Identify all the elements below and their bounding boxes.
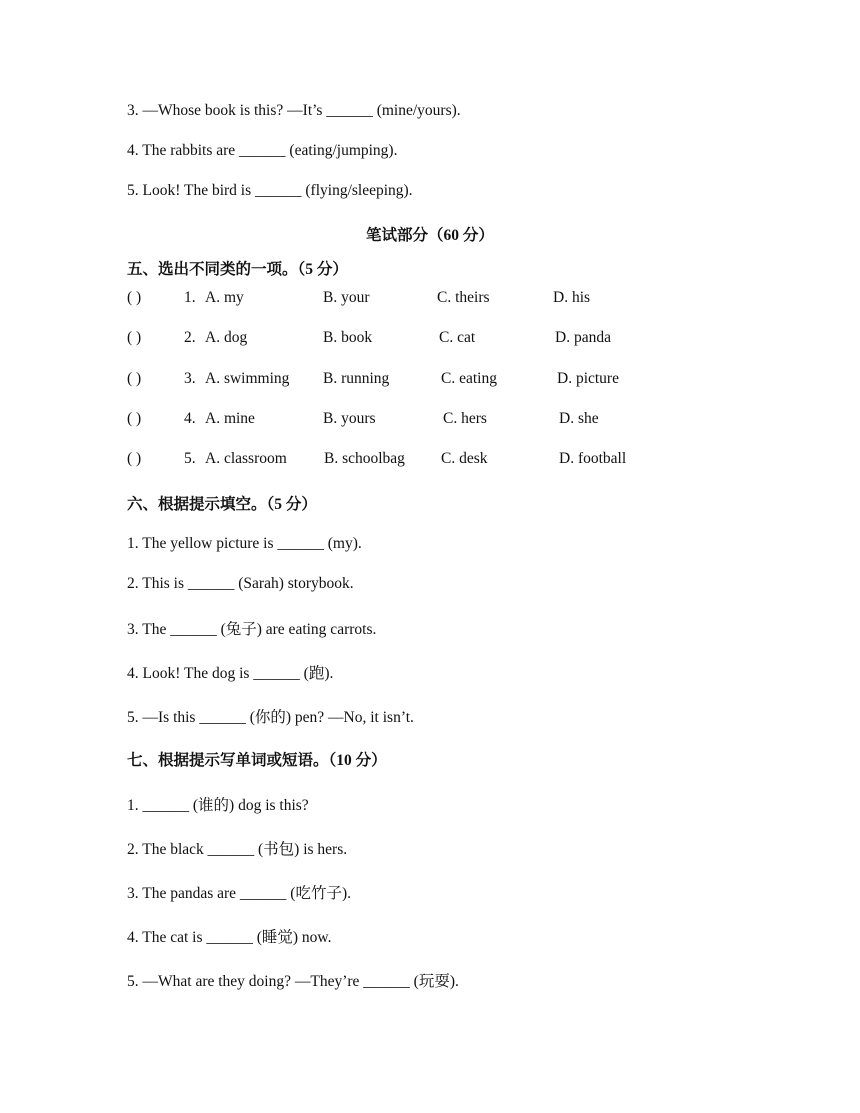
prev-question-3: 3. —Whose book is this? —It’s ______ (mine/yours). (127, 102, 461, 119)
option-d: D. football (559, 450, 627, 467)
option-c: C. cat (439, 329, 476, 346)
question-number: 3. (184, 370, 196, 387)
section-7-heading: 七、根据提示写单词或短语。（10 分） (127, 752, 387, 769)
fill-blank-5: 5. —Is this ______ (你的) pen? —No, it isn’t. (127, 709, 414, 726)
option-b: B. running (323, 370, 390, 387)
answer-bracket: ( ) (127, 329, 142, 346)
option-b: B. yours (323, 410, 376, 427)
question-number: 1. (184, 289, 196, 306)
option-a: A. dog (205, 329, 248, 346)
option-a: A. swimming (205, 370, 290, 387)
option-c: C. desk (441, 450, 488, 467)
word-prompt-1: 1. ______ (谁的) dog is this? (127, 797, 309, 814)
option-b: B. your (323, 289, 370, 306)
option-b: B. schoolbag (324, 450, 405, 467)
option-a: A. mine (205, 410, 255, 427)
section-5-heading: 五、选出不同类的一项。（5 分） (127, 261, 348, 278)
fill-blank-3: 3. The ______ (兔子) are eating carrots. (127, 621, 377, 638)
option-c: C. hers (443, 410, 487, 427)
fill-blank-4: 4. Look! The dog is ______ (跑). (127, 665, 334, 682)
prev-question-5: 5. Look! The bird is ______ (flying/sleeping). (127, 182, 413, 199)
answer-bracket: ( ) (127, 289, 142, 306)
option-c: C. theirs (437, 289, 490, 306)
word-prompt-5: 5. —What are they doing? —They’re ______ (玩耍). (127, 973, 459, 990)
question-number: 2. (184, 329, 196, 346)
option-a: A. my (205, 289, 244, 306)
question-number: 4. (184, 410, 196, 427)
written-part-title: 笔试部分（60 分） (366, 227, 494, 244)
answer-bracket: ( ) (127, 410, 142, 427)
word-prompt-4: 4. The cat is ______ (睡觉) now. (127, 929, 332, 946)
fill-blank-1: 1. The yellow picture is ______ (my). (127, 535, 362, 552)
option-d: D. his (553, 289, 591, 306)
word-prompt-3: 3. The pandas are ______ (吃竹子). (127, 885, 351, 902)
option-b: B. book (323, 329, 373, 346)
answer-bracket: ( ) (127, 370, 142, 387)
question-number: 5. (184, 450, 196, 467)
option-c: C. eating (441, 370, 497, 387)
option-a: A. classroom (205, 450, 287, 467)
option-d: D. picture (557, 370, 619, 387)
option-d: D. she (559, 410, 599, 427)
word-prompt-2: 2. The black ______ (书包) is hers. (127, 841, 348, 858)
fill-blank-2: 2. This is ______ (Sarah) storybook. (127, 575, 354, 592)
prev-question-4: 4. The rabbits are ______ (eating/jumping). (127, 142, 398, 159)
answer-bracket: ( ) (127, 450, 142, 467)
option-d: D. panda (555, 329, 611, 346)
section-6-heading: 六、根据提示填空。（5 分） (127, 496, 317, 513)
